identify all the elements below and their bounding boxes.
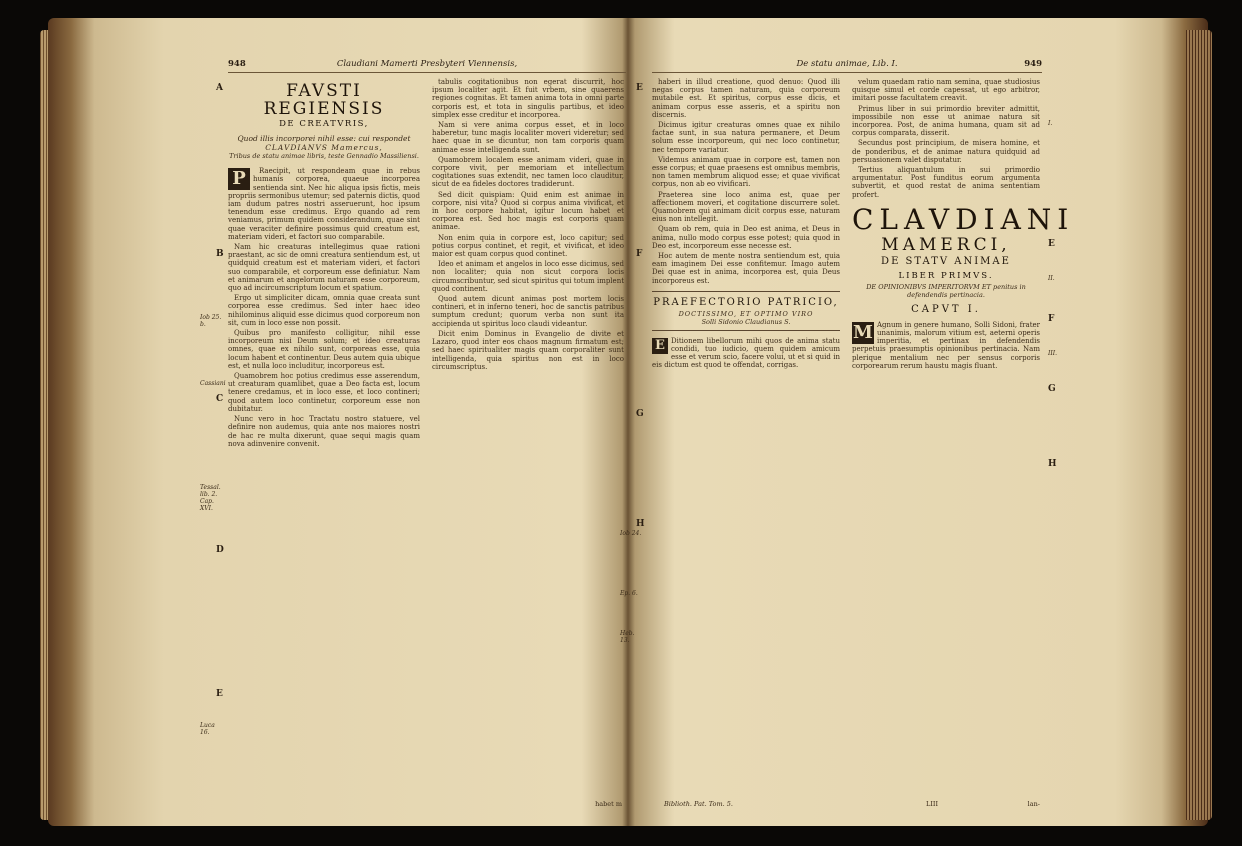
dedication-subtitle: Solli Sidonio Claudianus S. <box>701 317 791 326</box>
dedication-title: PRAEFECTORIO PATRICIO, <box>653 296 839 308</box>
margin-letter: F <box>1048 314 1055 324</box>
paragraph: velum quaedam ratio nam semina, quae studiosius quisque simul et corde capessat, ut ego arbitror, imitari posse facultatem creavit. <box>852 78 1040 103</box>
paragraph: Secundus post principium, de misera homine, et de ponderibus, et de animae natura quidquid ad persuasionem valet disputatur. <box>852 139 1040 164</box>
dropcap-letter: M <box>853 321 873 343</box>
margin-letter: B <box>216 249 224 259</box>
signature-mark: LIII <box>926 799 939 808</box>
paragraph: Tertius aliquantulum in sui primordio argumentatur. Post funditus eorum argumenta subvertit, et quod restat de anima sententiam profert. <box>852 166 1040 199</box>
page-footer: Biblioth. Pat. Tom. 5. <box>664 799 733 808</box>
dropcap-letter: E <box>652 338 668 354</box>
margin-note: Tessal. lib. 2. Cap. XVI. <box>200 484 221 512</box>
margin-letter: G <box>1048 384 1056 394</box>
margin-roman: II. <box>1048 275 1055 282</box>
margin-note: Ep. 6. <box>620 590 638 597</box>
right-page-number: 949 <box>1024 59 1042 69</box>
margin-letter: H <box>1048 459 1057 469</box>
fausti-subheading: DE CREATVRIS, <box>279 119 369 129</box>
right-page <box>620 50 1075 810</box>
paragraph: Ergo ut simpliciter dicam, omnia quae creata sunt corporea esse credimus. Sed inter haec ideo nihilominus aliquid esse dicimus quod corporeum non sit, cum in loco esse non possit. <box>228 294 420 327</box>
left-column-1 <box>228 78 420 800</box>
paragraph: Quam ob rem, quia in Deo est anima, et Deus in anima, nullo modo corpus esse potest; quia quod in Deo est, incorporeum esse necesse est. <box>652 225 840 250</box>
paragraph: Nam hic creaturas intellegimus quae rationi praestant, ac sic de omni creatura sentiendum est, ut quidquid creatum est et materiam videri, et factori suo comparabile, et corporeum esse definiatur. Nam et animarum et angelorum naturam esse corporeum, quo ad incircumscriptum locum et spatium. <box>228 243 420 293</box>
intro-line: Tribus de statu animae libris, teste Gennadio Massiliensi. <box>229 152 419 161</box>
margin-roman: III. <box>1048 350 1058 357</box>
margin-letter: E <box>216 689 223 699</box>
paragraph: Sed dicit quispiam: Quid enim est animae in corpore, nisi vita? Quod si corpus anima vivificat, et in hoc corpore habitat, igitur locum habet et corporea est. Sed hoc magis est corporis quam animae. <box>432 190 624 232</box>
paragraph: Videmus animam quae in corpore est, tamen non esse corpus; et quae praesens est omnibus membris, non tamen membrum aliquod esse; et quae vivificat corpus, non ab eo vivificari. <box>652 155 840 189</box>
paragraph: Raecipit, ut respondeam quae in rebus humanis corporea, quaeue incorporea sentienda sint. Nec hic aliqua ipsis fictis, meis propriis sermonibus utemur; sed paternis dictis, quod iam dudum patres nostri asseruerunt, hoc ipsum tenendum esse credimus. Ergo quando ad rem veniamus, primum quidem considerandum, quae sint quae veraciter definire possimus quid creatum est, materiam videri, et factori suo comparabile. <box>228 167 420 241</box>
paragraph: Quamobrem hoc potius credimus esse asserendum, ut creaturam quamlibet, quae a Deo facta est, locum tenere credamus, et in loco esse, et loco contineri; quod autem loco continetur, corporeum esse non dubitatur. <box>228 372 420 413</box>
left-page <box>200 50 626 810</box>
dropcap-letter: P <box>228 168 250 190</box>
mamerci-title: MAMERCI, <box>881 234 1011 255</box>
margin-letter: G <box>636 409 644 419</box>
margin-note: Cassiani <box>200 380 226 387</box>
claudiani-title: CLAVDIANI <box>852 202 1075 236</box>
left-running-head <box>228 60 626 73</box>
paragraph: Praeterea sine loco anima est, quae per affectionem moveri, et cogitatione discurrere solet. Quamobrem qui animam dicit corpus esse, naturam eius non intellegit. <box>652 190 840 224</box>
paragraph: Quamobrem localem esse animam videri, quae in corpore vivit, per memoriam et intellectum cogitationes suas extendit, nec tamen loco clauditur, sicut de ea fideles doctores tradiderunt. <box>432 155 624 189</box>
margin-letter: C <box>216 394 224 404</box>
left-column-2 <box>432 78 624 800</box>
margin-letter: E <box>636 83 643 93</box>
book-edge-right <box>1186 30 1212 820</box>
margin-note: Iob 24. <box>620 530 642 537</box>
paragraph: Hoc autem de mente nostra sentiendum est, quia eam imaginem Dei esse confitemur. Imago autem Dei quae est in anima, incorporea est, quia Deus incorporeus est. <box>652 252 840 285</box>
left-running-title: Claudiani Mamerti Presbyteri Viennensis, <box>336 59 518 69</box>
catchword: habet m <box>595 799 622 808</box>
right-running-head <box>652 60 1042 73</box>
margin-note: Luca 16. <box>200 722 215 736</box>
liber-title: LIBER PRIMVS. <box>898 270 994 281</box>
paragraph: Ideo et animam et angelos in loco esse dicimus, sed non localiter; quia non sicut corpora locis circumscribuntur, sed sicut spiritus qui totum implent quod continent. <box>432 260 625 293</box>
paragraph: Dicit enim Dominus in Evangelio de divite et Lazaro, quod inter eos chaos magnum firmatum est; sed haec spiritualiter magis quam corporaliter sunt intelligenda, quia spiritus non est in loco circumscriptus. <box>432 329 624 371</box>
de-statu-title: DE STATV ANIMAE <box>881 255 1011 267</box>
intro-line: CLAVDIANVS Mamercus, <box>265 143 383 153</box>
paragraph: Dicimus igitur creaturas omnes quae ex nihilo factae sunt, in sua natura permanere, et Deum solum esse incorporeum, qui nec loco continetur, nec tempore variatur. <box>652 121 840 154</box>
intro-line: Quod illis incorporei nihil esse: cui respondet <box>237 134 411 144</box>
margin-letter: H <box>636 519 645 529</box>
dedication-box <box>652 291 840 331</box>
margin-note: Heb. 13. <box>620 630 635 644</box>
right-column-1 <box>652 78 840 800</box>
paragraph: Nam si vere anima corpus esset, et in loco haberetur, tunc magis localiter moveri videretur; sed haec quae in se dicuntur, non tam corporis quam animae esse intelligenda sunt. <box>432 121 624 154</box>
paragraph: haberi in illud creatione, quod denuo: Quod illi negas corpus tamen naturam, quia corporeum mutabile est. Et spiritus, corpus esse dicis, et animam corpus esse asseris, et a spiritu non discernis. <box>652 78 840 119</box>
dedication-subtitle: DOCTISSIMO, ET OPTIMO VIRO <box>678 309 814 318</box>
paragraph: Primus liber in sui primordio breviter admittit, impossibile non esse ut animae natura sit incorporea. Post, de anima humana, quam sit ad corpus comparata, disserit. <box>852 104 1040 138</box>
catchword: lan- <box>1027 799 1040 808</box>
paragraph: Quod autem dicunt animas post mortem locis contineri, et in inferno teneri, hoc de sanctis patribus sumptum credunt; quorum verba non sunt ita accipienda ut spiritus loco claudi videantur. <box>432 295 624 328</box>
paragraph: Ditionem libellorum mihi quos de anima statu condidi, tuo iudicio, quem quidem amicum esse et verum scio, facere volui, ut et si quid in eis dictum est quod te offendat, corrigas. <box>652 336 840 370</box>
paragraph: Agnum in genere humano, Solli Sidoni, frater unanimis, malorum vitium est, aeterni operis imperitia, et pertinax in defendendis perpetuis praesumptis opinionibus pertinacia. Nam plerique mentalium nec per sensus corporis corporearum rerum haustu magis fluant. <box>852 320 1040 370</box>
margin-letter: A <box>216 83 223 93</box>
paragraph: Quibus pro manifesto colligitur, nihil esse incorporeum nisi Deum solum; et ideo creaturas omnes, quae ex nihilo sunt, corporeas esse, quia locum habent et continentur. Deus autem quia ubique est, et nulla loco includitur, incorporeus est. <box>228 329 420 370</box>
margin-letter: F <box>636 249 643 259</box>
paragraph: Non enim quia in corpore est, loco capitur; sed potius corpus continet, et regit, et vivificat, et ideo maior est quam corpus quod continet. <box>432 233 624 259</box>
caput-title: CAPVT I. <box>911 303 981 315</box>
right-running-title: De statu animae, Lib. I. <box>796 59 898 69</box>
liber-subtitle: DE OPINIONIBVS IMPERITORVM ET penitus in defendendis pertinacia. <box>866 282 1026 299</box>
margin-note: Iob 25. b. <box>200 314 222 328</box>
left-page-number: 948 <box>228 59 246 69</box>
margin-letter: E <box>1048 239 1055 249</box>
paragraph: tabulis cogitationibus non egerat discurrit, hoc ipsum localiter agit. Et fuit vrbem, sine quaerens regiones cognitas. Et tamen anima tota in omni parte corporis est, et tota in singulis partibus, et ideo simplex esse creditur et incorporea. <box>432 78 624 119</box>
margin-letter: D <box>216 545 224 555</box>
margin-roman: I. <box>1048 120 1053 127</box>
fausti-heading: FAVSTI REGIENSIS <box>263 81 385 119</box>
paragraph: Nunc vero in hoc Tractatu nostro statuere, vel definire non audemus, quia ante nos maiores nostri de hac re multa dixerunt, quae sequi magis quam nova adinvenire convenit. <box>228 415 420 448</box>
